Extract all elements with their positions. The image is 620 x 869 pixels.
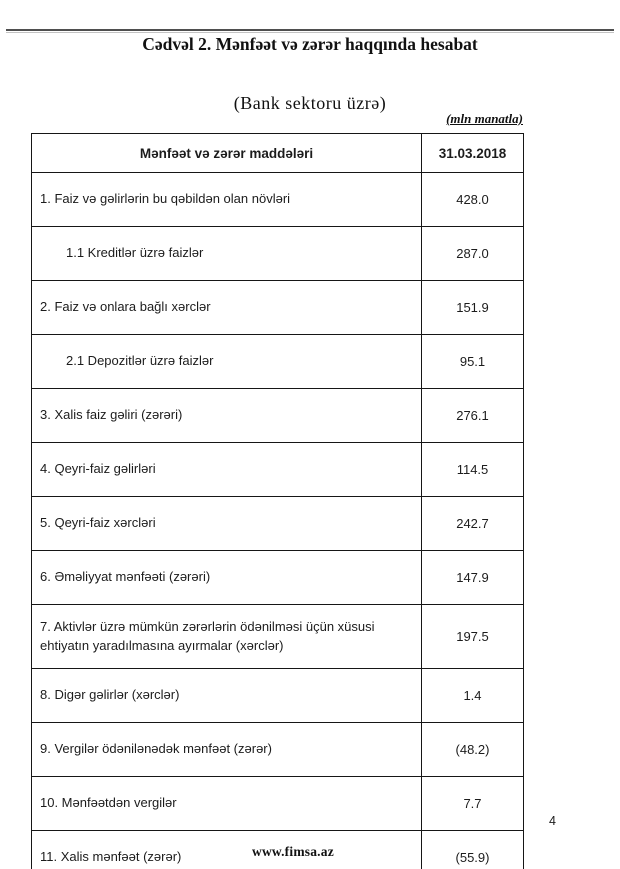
table-row (32, 777, 524, 831)
row-label: 5. Qeyri-faiz xərcləri (32, 497, 422, 551)
table-row (32, 389, 524, 443)
page-number: 4 (549, 814, 556, 828)
row-value: 7.7 (422, 777, 524, 831)
table-row (32, 497, 524, 551)
row-label: 9. Vergilər ödənilənədək mənfəət (zərər) (32, 723, 422, 777)
table-row (32, 605, 524, 669)
page-title: Cədvəl 2. Mənfəət və zərər haqqında hesabat (142, 34, 478, 54)
table-row (32, 281, 524, 335)
table-row (32, 443, 524, 497)
row-label: 1.1 Kreditlər üzrə faizlər (32, 227, 422, 281)
row-value: 287.0 (422, 227, 524, 281)
row-value: 114.5 (422, 443, 524, 497)
row-label: 1. Faiz və gəlirlərin bu qəbildən olan növləri (32, 173, 422, 227)
row-value: 151.9 (422, 281, 524, 335)
row-label: 7. Aktivlər üzrə mümkün zərərlərin ödənilməsi üçün xüsusi ehtiyatın yaradılmasına ayırmalar (xərclər) (32, 605, 422, 669)
row-value: 197.5 (422, 605, 524, 669)
row-label: 2.1 Depozitlər üzrə faizlər (32, 335, 422, 389)
column-header-date: 31.03.2018 (422, 134, 524, 173)
table-header-row (32, 134, 524, 173)
table-row (32, 335, 524, 389)
profit-loss-table (31, 133, 524, 869)
table-row (32, 173, 524, 227)
row-label: 11. Xalis mənfəət (zərər) (32, 831, 422, 869)
row-value: 276.1 (422, 389, 524, 443)
row-label: 8. Digər gəlirlər (xərclər) (32, 669, 422, 723)
row-value: 428.0 (422, 173, 524, 227)
row-value: (48.2) (422, 723, 524, 777)
row-label: 6. Əməliyyat mənfəəti (zərəri) (32, 551, 422, 605)
row-label: 10. Mənfəətdən vergilər (32, 777, 422, 831)
table-row (32, 227, 524, 281)
footer-site-url: www.fimsa.az (252, 844, 334, 859)
row-label: 4. Qeyri-faiz gəlirləri (32, 443, 422, 497)
table-row (32, 551, 524, 605)
page-subtitle: (Bank sektoru üzrə) (233, 93, 387, 113)
unit-note: (mln manatla) (446, 111, 523, 126)
row-value: (55.9) (422, 831, 524, 869)
row-value: 147.9 (422, 551, 524, 605)
row-value: 242.7 (422, 497, 524, 551)
row-label: 3. Xalis faiz gəliri (zərəri) (32, 389, 422, 443)
table-row (32, 669, 524, 723)
row-label: 2. Faiz və onlara bağlı xərclər (32, 281, 422, 335)
row-value: 95.1 (422, 335, 524, 389)
column-header-items: Mənfəət və zərər maddələri (32, 134, 422, 173)
table-row (32, 723, 524, 777)
row-value: 1.4 (422, 669, 524, 723)
header-rule (6, 29, 614, 33)
